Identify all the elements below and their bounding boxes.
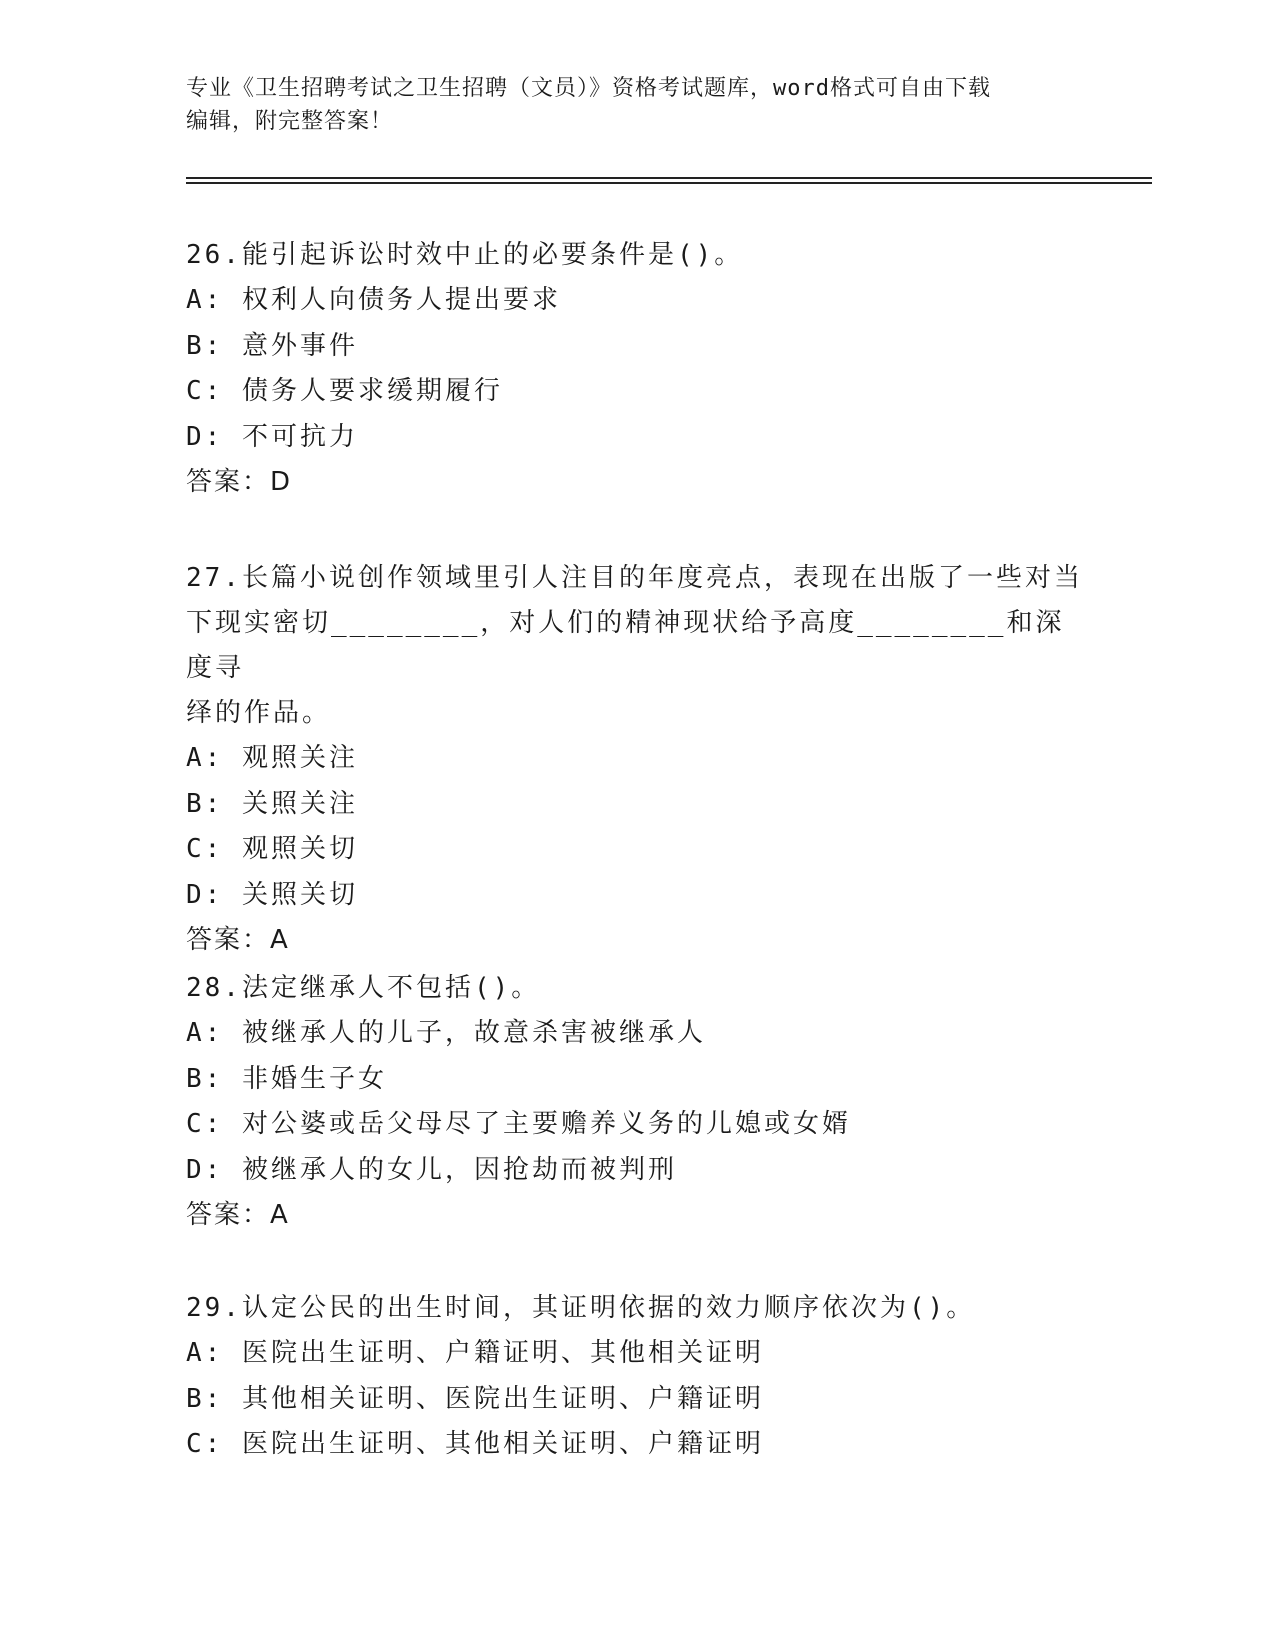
- option-a: A: 权利人向债务人提出要求: [186, 285, 561, 315]
- question-stem: 28.法定继承人不包括()。: [186, 973, 541, 1003]
- answer: 答案：D: [186, 467, 293, 497]
- document-header: [186, 72, 1066, 138]
- header-divider-bottom: [186, 182, 1152, 184]
- header-line-1: 专业《卫生招聘考试之卫生招聘（文员）》资格考试题库，word格式可自由下载: [186, 76, 991, 101]
- option-b: B: 其他相关证明、医院出生证明、户籍证明: [186, 1383, 764, 1414]
- question-stem-line-1: 27.长篇小说创作领域里引人注目的年度亮点，表现在出版了一些对当: [186, 563, 1083, 593]
- option-b: B: 意外事件: [186, 330, 358, 361]
- option-a: A: 医院出生证明、户籍证明、其他相关证明: [186, 1338, 764, 1368]
- option-b: B: 非婚生子女: [186, 1063, 387, 1094]
- option-d: D: 不可抗力: [186, 421, 358, 452]
- option-c: C: 观照关切: [186, 834, 358, 864]
- answer: 答案：A: [186, 1200, 290, 1230]
- question-stem: 26.能引起诉讼时效中止的必要条件是()。: [186, 240, 744, 270]
- option-c: C: 对公婆或岳父母尽了主要赡养义务的儿媳或女婿: [186, 1109, 851, 1139]
- option-b: B: 关照关注: [186, 788, 358, 819]
- header-line-2: 编辑，附完整答案！: [186, 109, 394, 134]
- question-26: [186, 233, 1086, 505]
- option-a: A: 被继承人的儿子，故意杀害被继承人: [186, 1018, 706, 1048]
- question-stem-line-2: 下现实密切________，对人们的精神现状给予高度________和深度寻: [186, 608, 1065, 683]
- option-d: D: 关照关切: [186, 879, 358, 910]
- option-d: D: 被继承人的女儿，因抢劫而被判刑: [186, 1154, 677, 1185]
- option-c: C: 债务人要求缓期履行: [186, 376, 503, 406]
- question-29: [186, 1286, 1086, 1468]
- question-28: [186, 966, 1086, 1238]
- option-c: C: 医院出生证明、其他相关证明、户籍证明: [186, 1429, 764, 1459]
- question-27: [186, 556, 1086, 963]
- answer: 答案：A: [186, 925, 290, 955]
- question-stem: 29.认定公民的出生时间，其证明依据的效力顺序依次为()。: [186, 1293, 976, 1323]
- option-a: A: 观照关注: [186, 743, 358, 773]
- header-divider-top: [186, 177, 1152, 179]
- question-stem-line-3: 绎的作品。: [186, 698, 332, 728]
